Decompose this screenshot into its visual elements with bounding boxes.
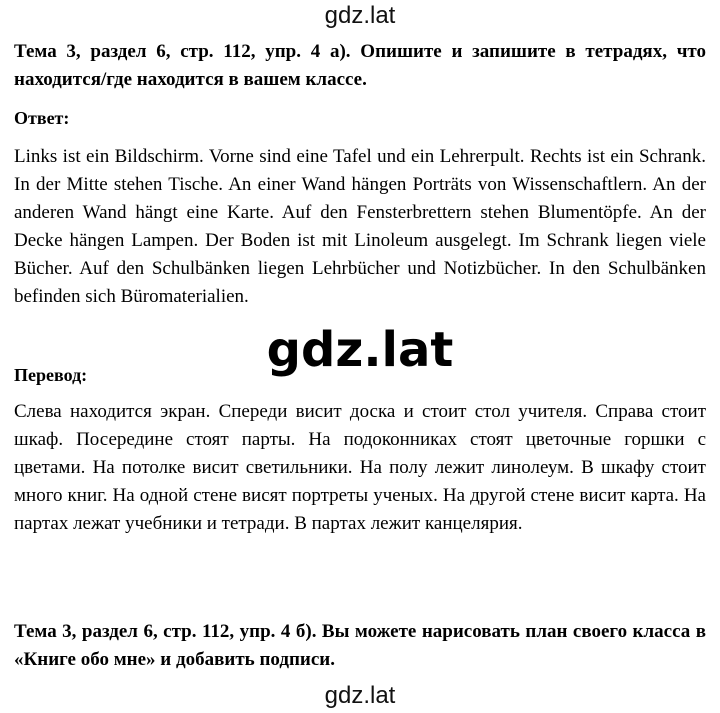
task-a-heading [14,38,706,94]
answer-label: Ответ: [14,108,70,128]
translation-text: Слева находится экран. Спереди висит доска и стоит стол учителя. Справа стоит шкаф. Посередине стоят парты. На подоконниках стоят цветочные горшки с цветами. На потолке висит светильники. На полу лежит линолеум. В шкафу стоит много книг. На одной стене висят портреты ученых. На другой стене висит карта. На партах лежат учебники и тетради. В партах лежит канцелярия. [14,401,706,534]
answer-text: Links ist ein Bildschirm. Vorne sind eine Tafel und ein Lehrerpult. Rechts ist ein Schrank. In der Mitte stehen Tische. An einer Wand hängen Porträts von Wissenschaftlern. An der anderen Wand hängt eine Karte. Auf den Fensterbrettern stehen Blumentöpfe. An der Decke hängen Lampen. Der Boden ist mit Linoleum ausgelegt. Im Schrank liegen viele Bücher. Auf den Schulbänken liegen Lehrbücher und Notizbücher. In den Schulbänken befinden sich Büromaterialien. [14,146,706,307]
task-b-heading: Тема 3, раздел 6, стр. 112, упр. 4 б). Вы можете нарисовать план своего класса в «Книге обо мне» и добавить подписи. [14,621,706,670]
watermark-middle: gdz.lat [266,322,454,378]
task-a-reference: Тема 3, раздел 6, стр. 112, упр. 4 а) [14,41,346,62]
watermark-top: gdz.lat [324,2,396,29]
translation-label: Перевод: [14,365,88,385]
task-a-text: . Опишите и запишите в тетрадях, что находится/где находится в вашем классе. [14,41,706,90]
watermark-bottom: gdz.lat [324,682,396,709]
